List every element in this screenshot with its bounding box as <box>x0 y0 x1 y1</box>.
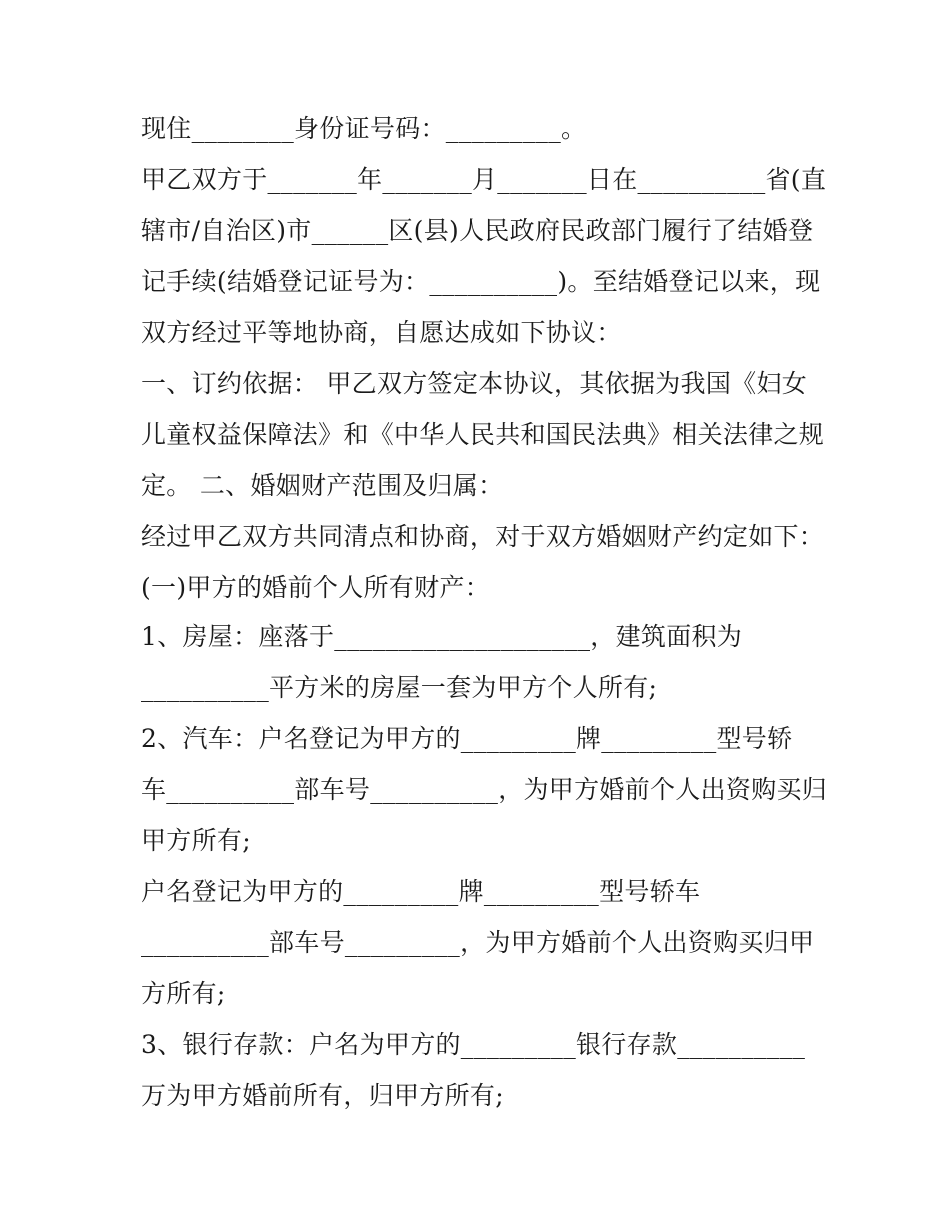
text-line: 儿童权益保障法》和《中华人民共和国民法典》相关法律之规 <box>141 420 825 449</box>
item-house: 1、房屋：座落于____________________，建筑面积为 <box>141 622 743 651</box>
item-car: 2、汽车：户名登记为甲方的_________牌_________型号轿 <box>141 724 793 753</box>
text-line: 经过甲乙双方共同清点和协商，对于双方婚姻财产约定如下： <box>141 522 825 551</box>
text-line: 万为甲方婚前所有，归甲方所有; <box>141 1081 504 1110</box>
text-line: 记手续(结婚登记证号为：__________)。至结婚登记以来，现 <box>141 267 821 296</box>
text-line: 双方经过平等地协商，自愿达成如下协议： <box>141 318 622 347</box>
subsection-heading: (一)甲方的婚前个人所有财产： <box>141 573 491 602</box>
text-line: 辖市/自治区)市______区(县)人民政府民政部门履行了结婚登 <box>141 216 814 245</box>
text-line: 甲方所有; <box>141 826 251 855</box>
section-heading-basis: 一、订约依据： 甲乙双方签定本协议，其依据为我国《妇女 <box>141 369 808 398</box>
section-heading-property: 定。 二、婚姻财产范围及归属： <box>141 471 504 500</box>
text-line: 车__________部车号__________，为甲方婚前个人出资购买归 <box>141 775 828 804</box>
text-line: 方所有; <box>141 979 226 1008</box>
text-line: 现住________身份证号码：_________。 <box>141 114 587 143</box>
text-line: __________平方米的房屋一套为甲方个人所有; <box>141 673 658 702</box>
text-line: 甲乙双方于_______年_______月_______日在__________省(直 <box>141 165 827 194</box>
item-bank-deposit: 3、银行存款：户名为甲方的_________银行存款__________ <box>141 1030 806 1059</box>
text-line: 户名登记为甲方的_________牌_________型号轿车 <box>141 877 701 906</box>
text-line: __________部车号_________，为甲方婚前个人出资购买归甲 <box>141 928 815 957</box>
